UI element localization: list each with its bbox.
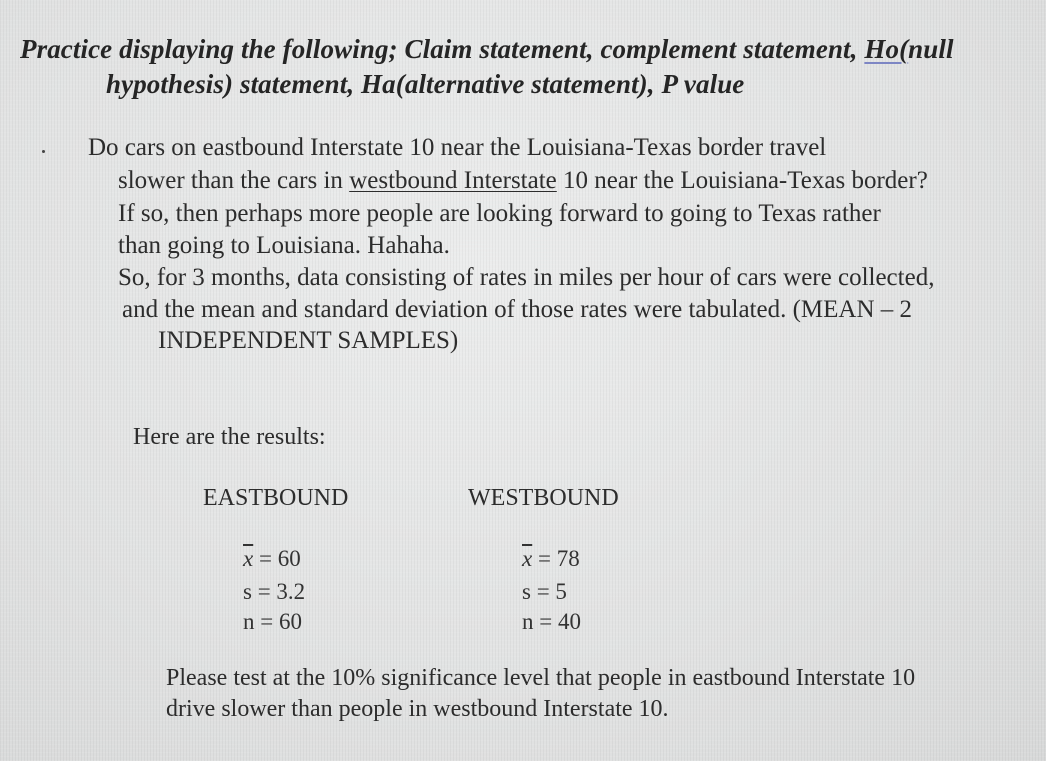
westbound-n: n = 40 [522, 609, 581, 634]
problem-line-2 [118, 167, 928, 195]
bullet-marker [42, 150, 45, 153]
eastbound-mean-value: = 60 [258, 546, 301, 571]
problem-line-3: If so, then perhaps more people are looking forward to going to Texas rather [118, 200, 881, 227]
eastbound-mean [243, 546, 301, 572]
problem-line-7: INDEPENDENT SAMPLES) [158, 327, 459, 354]
westbound-mean-value: = 78 [537, 546, 580, 571]
problem-line-4: than going to Louisiana. Hahaha. [118, 232, 450, 259]
heading-line-2: hypothesis) statement, Ha(alternative statement), P value [106, 69, 745, 99]
results-intro: Here are the results: [133, 424, 326, 450]
underlined-westbound: westbound Interstate [349, 167, 557, 194]
westbound-header: WESTBOUND [468, 485, 619, 511]
problem-text: 10 near the Louisiana-Texas border? [556, 167, 928, 194]
eastbound-header: EASTBOUND [203, 485, 349, 511]
eastbound-sd: s = 3.2 [243, 579, 306, 604]
heading-line-1 [20, 34, 954, 65]
heading-highlight [864, 34, 908, 64]
westbound-mean [522, 546, 580, 572]
xbar-symbol: $\overline{x}$ [243, 546, 254, 571]
heading-ho: Ho( [864, 34, 909, 64]
problem-line-1: Do cars on eastbound Interstate 10 near the Louisiana-Texas border travel [88, 134, 827, 161]
instruction-line-1: Please test at the 10% significance level that people in eastbound Interstate 10 [166, 665, 916, 691]
westbound-sd: s = 5 [522, 579, 567, 604]
eastbound-n: n = 60 [243, 609, 302, 634]
heading-text: Practice displaying the following; Claim statement, complement statement, [20, 34, 865, 64]
instruction-line-2: drive slower than people in westbound Interstate 10. [166, 696, 669, 722]
problem-text: slower than the cars in [118, 167, 350, 194]
xbar-symbol: $\overline{x}$ [522, 546, 533, 571]
problem-line-5: So, for 3 months, data consisting of rates in miles per hour of cars were collected, [118, 264, 935, 291]
heading-text-null: null [908, 34, 954, 64]
problem-line-6: and the mean and standard deviation of those rates were tabulated. (MEAN – 2 [122, 296, 913, 323]
